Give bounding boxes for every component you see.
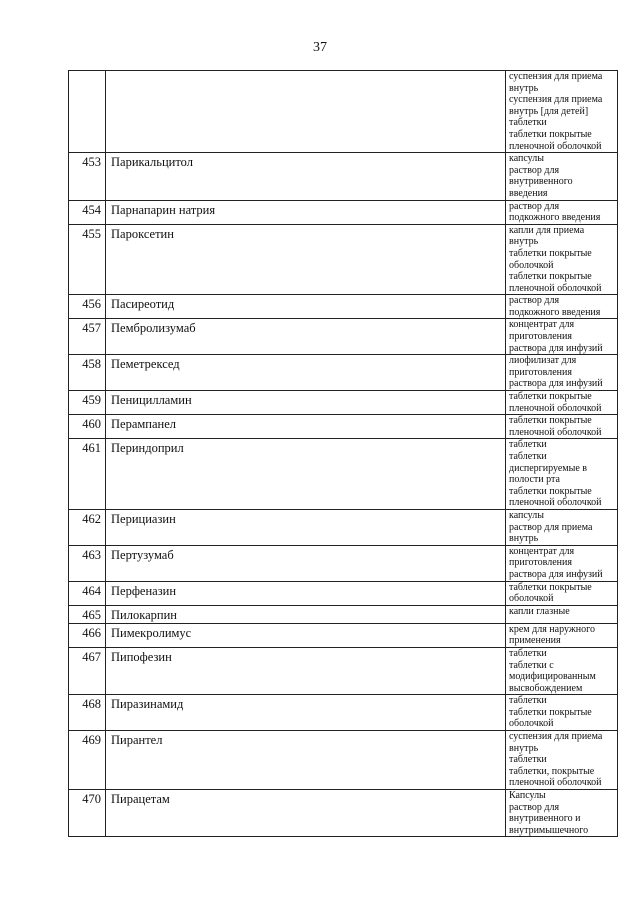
row-number: 453: [69, 153, 106, 200]
dosage-form-line: Капсулы: [509, 790, 546, 802]
drug-name: Перампанел: [106, 415, 506, 439]
row-number: 454: [69, 200, 106, 224]
dosage-forms: [506, 71, 618, 153]
dosage-form-line: таблетки: [509, 754, 547, 766]
dosage-form-line: внутримышечного: [509, 824, 589, 836]
drug-name: Пирацетам: [106, 790, 506, 837]
drug-name: Пирантел: [106, 731, 506, 790]
dosage-form-line: таблетки покрытые: [509, 128, 592, 140]
table-body: [69, 71, 618, 837]
row-number: 464: [69, 581, 106, 605]
dosage-form-line: крем для наружного: [509, 623, 595, 635]
dosage-form-line: полости рта: [509, 474, 560, 486]
dosage-form-line: концентрат для: [509, 319, 575, 331]
dosage-forms: [506, 695, 618, 731]
dosage-form-line: внутрь: [509, 533, 539, 545]
dosage-forms: [506, 355, 618, 391]
table-row: [69, 391, 618, 415]
dosage-form-line: внутрь: [509, 742, 539, 754]
table-row: [69, 295, 618, 319]
dosage-form-line: модифицированным: [509, 671, 596, 683]
row-number: [69, 71, 106, 153]
table-row: [69, 647, 618, 694]
row-number: 468: [69, 695, 106, 731]
dosage-form-line: раствора для инфузий: [509, 342, 603, 354]
dosage-form-line: раствора для инфузий: [509, 568, 603, 580]
dosage-form-line: высвобождением: [509, 682, 583, 694]
dosage-form-line: приготовления: [509, 331, 572, 343]
drug-name: Пимекролимус: [106, 623, 506, 647]
dosage-form-line: внутривенного и: [509, 813, 581, 825]
dosage-form-line: пленочной оболочкой: [509, 402, 602, 414]
dosage-form-line: раствор для: [509, 164, 560, 176]
dosage-form-line: подкожного введения: [509, 306, 601, 318]
dosage-form-line: приготовления: [509, 557, 572, 569]
drug-name: Пертузумаб: [106, 545, 506, 581]
dosage-forms: [506, 581, 618, 605]
row-number: 465: [69, 605, 106, 623]
table-row: [69, 415, 618, 439]
dosage-forms: [506, 391, 618, 415]
drug-name: Перфеназин: [106, 581, 506, 605]
drug-name: Периндоприл: [106, 439, 506, 510]
dosage-form-line: пленочной оболочкой: [509, 497, 602, 509]
drug-name: Парикальцитол: [106, 153, 506, 200]
drug-name: Пеницилламин: [106, 391, 506, 415]
drug-name: [106, 71, 506, 153]
row-number: 466: [69, 623, 106, 647]
dosage-form-line: раствор для: [509, 200, 560, 212]
dosage-form-line: капли глазные: [509, 605, 570, 617]
dosage-forms: [506, 731, 618, 790]
dosage-forms: [506, 295, 618, 319]
row-number: 462: [69, 509, 106, 545]
table-row: [69, 355, 618, 391]
dosage-forms: [506, 224, 618, 295]
drug-name: Пароксетин: [106, 224, 506, 295]
dosage-forms: [506, 509, 618, 545]
dosage-form-line: таблетки: [509, 117, 547, 129]
dosage-form-line: диспергируемые в: [509, 462, 588, 474]
dosage-form-line: таблетки покрытые: [509, 415, 592, 427]
dosage-form-line: суспензия для приема: [509, 71, 603, 82]
drug-name: Пилокарпин: [106, 605, 506, 623]
row-number: 463: [69, 545, 106, 581]
row-number: 456: [69, 295, 106, 319]
row-number: 455: [69, 224, 106, 295]
dosage-form-line: раствор для: [509, 295, 560, 307]
table-row: [69, 623, 618, 647]
dosage-form-line: таблетки с: [509, 659, 554, 671]
row-number: 461: [69, 439, 106, 510]
dosage-form-line: пленочной оболочкой: [509, 282, 602, 294]
dosage-form-line: суспензия для приема: [509, 94, 603, 106]
table-row: [69, 200, 618, 224]
dosage-form-line: лиофилизат для: [509, 355, 577, 367]
dosage-form-line: применения: [509, 635, 561, 647]
dosage-form-line: таблетки покрытые: [509, 706, 592, 718]
dosage-form-line: таблетки покрытые: [509, 271, 592, 283]
dosage-forms: [506, 647, 618, 694]
table-row: [69, 319, 618, 355]
table-row: [69, 695, 618, 731]
dosage-form-line: концентрат для: [509, 545, 575, 557]
dosage-form-line: раствора для инфузий: [509, 378, 603, 390]
dosage-form-line: таблетки: [509, 451, 547, 462]
row-number: 460: [69, 415, 106, 439]
table-row: [69, 545, 618, 581]
dosage-form-line: подкожного введения: [509, 212, 601, 224]
row-number: 458: [69, 355, 106, 391]
row-number: 470: [69, 790, 106, 837]
dosage-form-line: таблетки покрытые: [509, 581, 592, 593]
dosage-form-line: внутривенного: [509, 176, 573, 188]
table-row: [69, 605, 618, 623]
dosage-form-line: таблетки: [509, 647, 547, 659]
dosage-form-line: пленочной оболочкой: [509, 777, 602, 789]
dosage-forms: [506, 153, 618, 200]
row-number: 459: [69, 391, 106, 415]
dosage-form-line: оболочкой: [509, 718, 554, 730]
drug-name: Пипофезин: [106, 647, 506, 694]
dosage-form-line: таблетки покрытые: [509, 247, 592, 259]
dosage-forms: [506, 545, 618, 581]
dosage-form-line: раствор для: [509, 801, 560, 813]
dosage-form-line: таблетки покрытые: [509, 485, 592, 497]
dosage-forms: [506, 200, 618, 224]
dosage-forms: [506, 319, 618, 355]
dosage-form-line: таблетки: [509, 439, 547, 451]
drug-name: Пембролизумаб: [106, 319, 506, 355]
table-row: [69, 153, 618, 200]
row-number: 457: [69, 319, 106, 355]
dosage-form-line: внутрь: [509, 236, 539, 248]
dosage-form-line: внутрь [для детей]: [509, 105, 589, 117]
row-number: 467: [69, 647, 106, 694]
dosage-form-line: таблетки, покрытые: [509, 765, 595, 777]
drug-table: [68, 70, 618, 837]
dosage-form-line: введения: [509, 187, 548, 199]
dosage-form-line: капсулы: [509, 509, 544, 521]
table-row: [69, 581, 618, 605]
dosage-form-line: пленочной оболочкой: [509, 140, 602, 152]
dosage-forms: [506, 439, 618, 510]
table-row: [69, 509, 618, 545]
dosage-forms: [506, 415, 618, 439]
dosage-form-line: оболочкой: [509, 259, 554, 271]
dosage-forms: [506, 605, 618, 623]
table-row: [69, 731, 618, 790]
drug-name: Пиразинамид: [106, 695, 506, 731]
table-row: [69, 439, 618, 510]
dosage-form-line: капли для приема: [509, 224, 585, 236]
table-row: [69, 71, 618, 153]
dosage-form-line: внутрь: [509, 82, 539, 94]
dosage-form-line: приготовления: [509, 366, 572, 378]
dosage-form-line: пленочной оболочкой: [509, 426, 602, 438]
drug-name: Перициазин: [106, 509, 506, 545]
drug-name: Пеметрексед: [106, 355, 506, 391]
table-row: [69, 224, 618, 295]
row-number: 469: [69, 731, 106, 790]
page-number: 37: [313, 40, 327, 55]
dosage-form-line: суспензия для приема: [509, 731, 603, 743]
dosage-forms: [506, 623, 618, 647]
dosage-form-line: таблетки покрытые: [509, 391, 592, 403]
dosage-forms: [506, 790, 618, 837]
table-row: [69, 790, 618, 837]
dosage-form-line: раствор для приема: [509, 521, 593, 533]
drug-name: Пасиреотид: [106, 295, 506, 319]
dosage-form-line: таблетки: [509, 695, 547, 707]
dosage-form-line: капсулы: [509, 153, 544, 165]
drug-name: Парнапарин натрия: [106, 200, 506, 224]
dosage-form-line: оболочкой: [509, 593, 554, 605]
